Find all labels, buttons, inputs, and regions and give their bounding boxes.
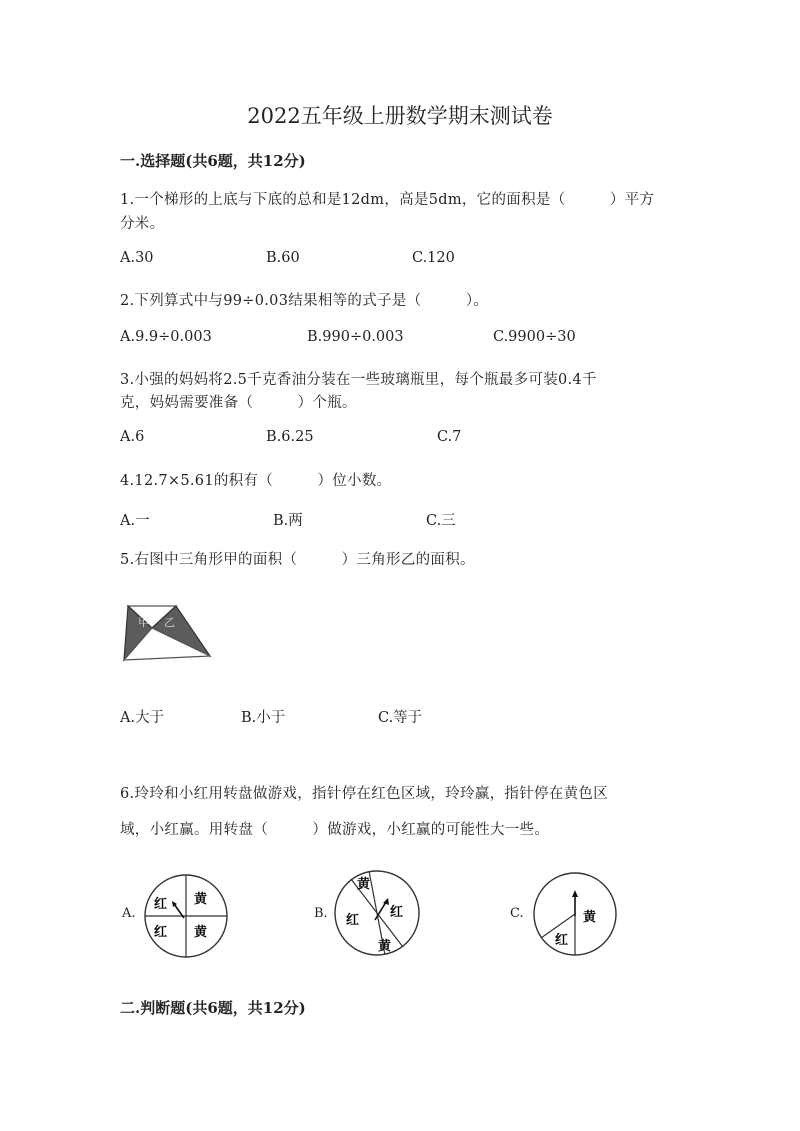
spinner-a-sector-bottom-left: 红 <box>154 925 168 940</box>
question-1-line-2: 分米。 <box>120 216 165 232</box>
question-1-option-b: B.60 <box>266 250 300 266</box>
question-6-line-2: 域，小红赢。用转盘（ ）做游戏，小红赢的可能性大一些。 <box>120 822 550 838</box>
question-3-option-c: C.7 <box>437 429 462 445</box>
question-4-option-a: A.一 <box>120 513 150 529</box>
question-1-option-c: C.120 <box>412 250 455 266</box>
spinner-b-sector-top: 黄 <box>357 877 371 892</box>
question-4-line-1: 4.12.7×5.61的积有（ ）位小数。 <box>120 473 392 489</box>
question-2-line-1: 2.下列算式中与99÷0.03结果相等的式子是（ ）。 <box>120 293 489 309</box>
spinner-a <box>140 870 232 962</box>
section-heading-choice: 一.选择题(共6题，共12分) <box>120 152 306 170</box>
section-heading-true-false: 二.判断题(共6题，共12分) <box>120 999 306 1017</box>
question-3-line-1: 3.小强的妈妈将2.5千克香油分装在一些玻璃瓶里，每个瓶最多可装0.4千 <box>120 372 597 388</box>
triangle-label-jia: 甲 <box>138 616 149 629</box>
spinner-c-sector-small: 红 <box>555 933 569 948</box>
question-3-line-2: 克，妈妈需要准备（ ）个瓶。 <box>120 395 357 411</box>
question-5-option-c: C.等于 <box>378 710 423 726</box>
question-3-option-a: A.6 <box>120 429 145 445</box>
question-5-line-1: 5.右图中三角形甲的面积（ ）三角形乙的面积。 <box>120 552 475 568</box>
spinner-a-sector-top-right: 黄 <box>194 892 208 907</box>
triangle-figure <box>118 598 218 668</box>
question-4-option-c: C.三 <box>426 513 456 529</box>
question-1-option-a: A.30 <box>120 250 154 266</box>
spinner-b <box>330 866 424 960</box>
triangle-label-yi: 乙 <box>164 616 175 629</box>
page-title: 2022五年级上册数学期末测试卷 <box>247 104 553 128</box>
spinner-a-sector-bottom-right: 黄 <box>194 925 208 940</box>
spinner-b-sector-left: 红 <box>346 913 360 928</box>
question-2-option-a: A.9.9÷0.003 <box>120 329 212 345</box>
question-2-option-b: B.990÷0.003 <box>307 329 404 345</box>
spinner-b-label: B. <box>314 906 328 921</box>
question-6-line-1: 6.玲玲和小红用转盘做游戏，指针停在红色区域，玲玲赢，指针停在黄色区 <box>120 786 609 802</box>
spinner-b-sector-bottom: 黄 <box>378 939 392 954</box>
question-2-option-c: C.9900÷30 <box>493 329 576 345</box>
question-5-option-a: A.大于 <box>120 710 165 726</box>
spinner-b-sector-right: 红 <box>390 905 404 920</box>
question-5-option-b: B.小于 <box>241 710 286 726</box>
spinner-a-label: A. <box>122 906 136 921</box>
question-4-option-b: B.两 <box>273 513 303 529</box>
spinner-c-sector-large: 黄 <box>583 910 597 925</box>
spinner-c-label: C. <box>510 906 524 921</box>
spinner-a-sector-top-left: 红 <box>154 897 168 912</box>
question-1-line-1: 1.一个梯形的上底与下底的总和是12dm，高是5dm，它的面积是（ ）平方 <box>120 192 655 208</box>
spinner-c <box>529 868 621 960</box>
question-3-option-b: B.6.25 <box>266 429 314 445</box>
